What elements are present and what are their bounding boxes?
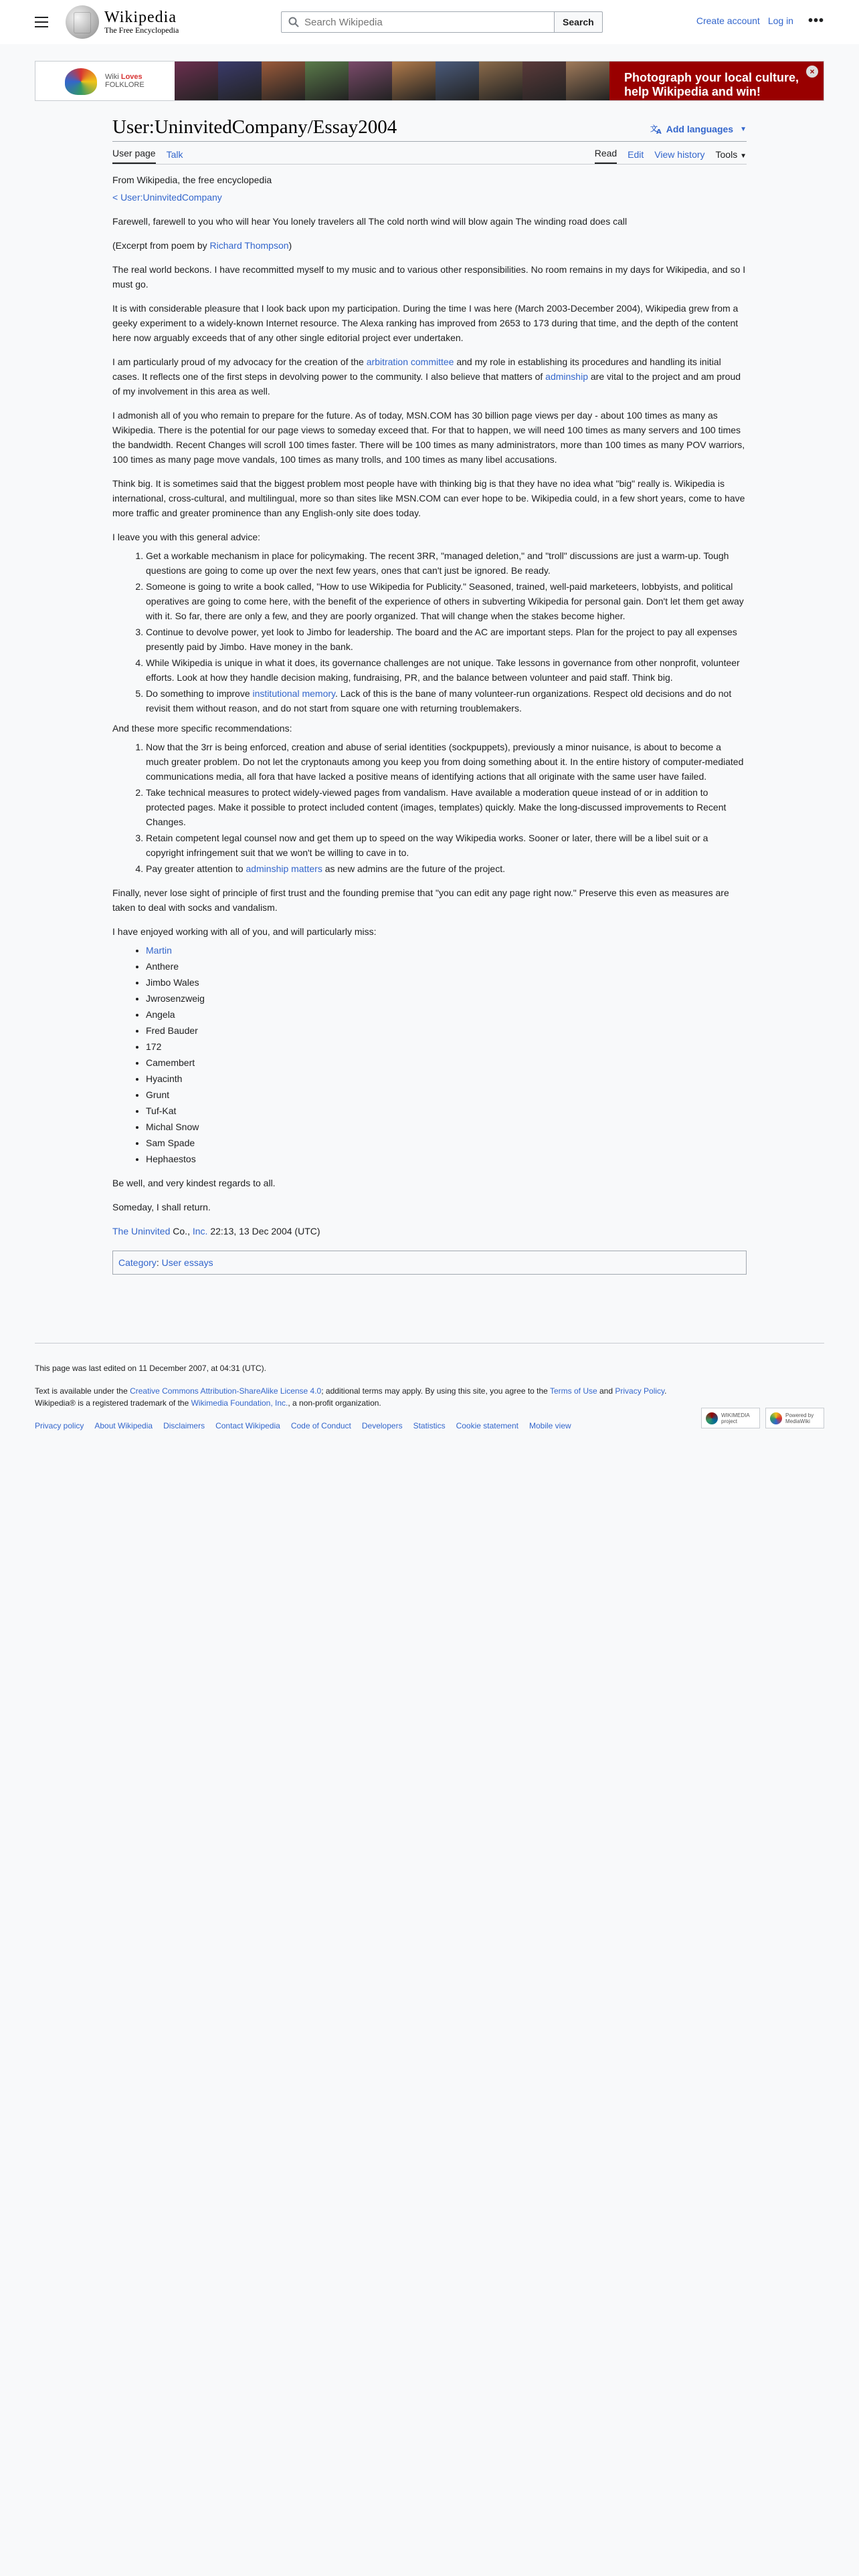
paragraph: The real world beckons. I have recommitted myself to my music and to various other responsibilities. No room remains in my days for Wikipedia, and so I must go. xyxy=(112,264,746,290)
list-item: 1. Now that the 3rr is being enforced, creation and abuse of serial identities (sockpuppets), previously a minor nuisance, is about to become a much greater problem. Do not let the cryptonauts among you keep you from doing something about it. In the entire history of computer-mediated communications media, all fora that have lacked a positive means of identifying actions that all originate with the same user have failed. xyxy=(146,740,747,784)
close-icon[interactable]: × xyxy=(806,66,818,78)
list-item: • Sam Spade xyxy=(146,1136,747,1150)
banner-photo xyxy=(479,62,522,100)
list-item: • Tuf-Kat xyxy=(146,1103,747,1118)
footer-link-disclaimers[interactable]: Disclaimers xyxy=(163,1421,205,1430)
create-account-link[interactable]: Create account xyxy=(696,15,760,26)
list-item xyxy=(146,943,747,958)
list-item: 3. Continue to devolve power, yet look to Jimbo for leadership. The board and the AC are important steps. Plan for the project to pay all expenses presently paid by Jimbo. Have money in the bank. xyxy=(146,625,747,654)
list-item: 2. Someone is going to write a book called, "How to use Wikipedia for Publicity." Seasoned, trained, well-paid marketeers, lobbyists, and political operatives are going to come here, with the benefit of the experience of others in subverting Wikipedia for personal gain. Don't let them get away with it. So far, there are only a few, and they are poorly organized. That will change when the stakes become higher. xyxy=(146,579,747,623)
tab-user-page[interactable]: User page xyxy=(112,142,156,164)
list-item: 4. While Wikipedia is unique in what it does, its governance challenges are not unique. Take lessons in governance from other nonprofit, volunteer efforts. Look at how they handle decision making, fundraising, PR, and the balance between volunteer and paid staff. Think big. xyxy=(146,655,747,685)
banner-photo xyxy=(305,62,349,100)
chevron-down-icon: ▼ xyxy=(740,152,747,160)
site-footer xyxy=(35,1343,824,1432)
footer-link-code-of-conduct[interactable]: Code of Conduct xyxy=(290,1421,351,1430)
tab-talk[interactable]: Talk xyxy=(166,149,183,160)
list-item: 3. Retain competent legal counsel now and get them up to speed on the way Wikipedia works. Sooner or later, there will be a libel suit or a copyright infringement suit that we won't be willing to cave in to. xyxy=(146,831,747,860)
main-menu-icon[interactable] xyxy=(35,17,48,27)
list-item: • Grunt xyxy=(146,1087,747,1102)
footer-link-about[interactable]: About Wikipedia xyxy=(94,1421,153,1430)
banner-photo xyxy=(218,62,262,100)
wikimedia-icon xyxy=(706,1412,718,1424)
site-header xyxy=(0,0,859,44)
language-icon xyxy=(650,124,662,134)
specific-recommendations-list xyxy=(112,740,747,876)
search-icon xyxy=(288,17,299,27)
heart-logo-icon xyxy=(62,66,100,96)
list-item: • Camembert xyxy=(146,1055,747,1070)
banner-photo-strip xyxy=(175,62,609,100)
wikipedia-logo[interactable] xyxy=(66,5,218,39)
tab-edit[interactable]: Edit xyxy=(628,149,644,160)
banner-logo xyxy=(35,62,175,100)
site-sub: From Wikipedia, the free encyclopedia xyxy=(112,175,272,185)
banner-photo xyxy=(349,62,392,100)
signature: The Uninvited Co., Inc. 22:13, 13 Dec 2004 (UTC) xyxy=(112,1226,320,1237)
banner-photo xyxy=(522,62,566,100)
paragraph: It is with considerable pleasure that I look back upon my participation. During the time I was here (March 2003-December 2004), Wikipedia grew from a geeky experiment to a widely-known Internet resource. The Alexa ranking has improved from 2653 to 173 during that time, and the depth of the content here now arguably exceeds that of any other single editorial project ever undertaken. xyxy=(112,303,739,343)
article-body xyxy=(112,173,747,1275)
banner-photo xyxy=(566,62,609,100)
svg-text:文: 文 xyxy=(650,124,658,133)
general-advice-list xyxy=(112,548,747,716)
footer-link-developers[interactable]: Developers xyxy=(361,1421,403,1430)
back-link[interactable]: < User:UninvitedCompany xyxy=(112,192,222,203)
paragraph: Think big. It is sometimes said that the biggest problem most people have with thinking big is that they have no idea what "big" really is. Wikipedia is international, cross-cultural, and multilingual, more so than sites like MSN.COM can ever hope to be. Wikipedia could, in a few short years, come to have more traffic and greater prominence than any English-only site does today. xyxy=(112,478,745,518)
banner-photo xyxy=(436,62,479,100)
miss-list xyxy=(112,943,747,1166)
add-languages-button[interactable] xyxy=(650,124,747,138)
banner-logo-line2: FOLKLORE xyxy=(105,81,145,89)
tab-view-history[interactable]: View history xyxy=(654,149,705,160)
paragraph: Be well, and very kindest regards to all. xyxy=(112,1178,276,1188)
mediawiki-icon xyxy=(770,1412,782,1424)
list-item: 2. Take technical measures to protect widely-viewed pages from vandalism. Have available a moderation queue instead of or in addition to protected pages. Make it possible to protect included content (images, templates) quickly. Make the long-discussed improvements to Recent Changes. xyxy=(146,785,747,829)
category-item-user-essays[interactable]: User essays xyxy=(161,1257,213,1268)
add-languages-label: Add languages xyxy=(666,124,734,134)
list-item: • Angela xyxy=(146,1007,747,1022)
banner-photo xyxy=(262,62,305,100)
list-item: • Michal Snow xyxy=(146,1119,747,1134)
more-options-icon[interactable]: ••• xyxy=(807,13,824,28)
list-item: • Anthere xyxy=(146,959,747,974)
last-edited: This page was last edited on 11 December 2007, at 04:31 (UTC). xyxy=(35,1364,266,1373)
list-item: 1. Get a workable mechanism in place for policymaking. The recent 3RR, "managed deletion," and "troll" discussions are just a warm-up. Tough questions are going to come up over the next few years, ones that can't just be ignored. Be ready. xyxy=(146,548,747,578)
list-item: • Fred Bauder xyxy=(146,1023,747,1038)
richard-thompson-link[interactable]: Richard Thompson xyxy=(209,240,289,251)
adminship-matters-link[interactable]: adminship matters xyxy=(246,863,322,874)
adminship-link[interactable]: adminship xyxy=(545,371,588,382)
user-links xyxy=(688,15,824,26)
signature-user-link[interactable]: The Uninvited xyxy=(112,1226,171,1237)
logo-wordmark: Wikipedia xyxy=(104,8,177,26)
arbitration-committee-link[interactable]: arbitration committee xyxy=(366,356,454,367)
list-item: • Jimbo Wales xyxy=(146,975,747,990)
paragraph: I have enjoyed working with all of you, and will particularly miss: xyxy=(112,926,377,937)
mediawiki-badge[interactable]: Powered by MediaWiki xyxy=(765,1408,824,1428)
paragraph: And these more specific recommendations: xyxy=(112,723,292,734)
poem-credit: (Excerpt from poem by Richard Thompson) xyxy=(112,240,292,251)
signature-talk-link[interactable]: Inc. xyxy=(192,1226,208,1237)
footer-link-contact[interactable]: Contact Wikipedia xyxy=(215,1421,280,1430)
list-item: • 172 xyxy=(146,1039,747,1054)
license-text: Text is available under the Creative Commons Attribution-ShareAlike License 4.0; additional terms may apply. By using this site, you agree to the Terms of Use and Privacy Policy. Wikipedia® is a registered trademark of the Wikimedia Foundation, Inc., a non-profit organization. xyxy=(35,1386,667,1408)
list-item: 5. Do something to improve institutional memory. Lack of this is the bane of many volunteer-run organizations. Respect old decisions and do not revisit them without reason, and do not start from square one with returning troublemakers. xyxy=(146,686,747,716)
list-item: • Hephaestos xyxy=(146,1152,747,1166)
category-link[interactable]: Category xyxy=(118,1257,157,1268)
campaign-banner[interactable] xyxy=(35,61,824,101)
footer-link-cookie[interactable]: Cookie statement xyxy=(456,1421,518,1430)
institutional-memory-link[interactable]: institutional memory xyxy=(252,688,335,699)
paragraph: I leave you with this general advice: xyxy=(112,532,261,542)
search-button[interactable]: Search xyxy=(554,11,603,33)
footer-link-statistics[interactable]: Statistics xyxy=(413,1421,446,1430)
category-box: Category: User essays xyxy=(112,1251,747,1275)
banner-logo-line1: Wiki xyxy=(105,73,119,81)
footer-link-privacy[interactable]: Privacy policy xyxy=(35,1421,84,1430)
svg-text:A: A xyxy=(656,128,662,134)
tab-tools[interactable]: Tools ▼ xyxy=(715,149,747,160)
list-item: • Hyacinth xyxy=(146,1071,747,1086)
banner-cta-text: Photograph your local culture, help Wikipedia and win! xyxy=(624,71,799,98)
wikimedia-badge[interactable]: WIKIMEDIA project xyxy=(701,1408,760,1428)
title-row xyxy=(112,116,747,142)
cc-license-link[interactable]: Creative Commons Attribution-ShareAlike License 4.0 xyxy=(130,1386,322,1396)
search-form xyxy=(281,11,603,33)
tab-read[interactable]: Read xyxy=(595,142,617,164)
page-tabs xyxy=(112,142,747,165)
banner-logo-loves: Loves xyxy=(120,73,142,81)
privacy-policy-inline-link[interactable]: Privacy Policy xyxy=(615,1386,665,1396)
list-item: • Jwrosenzweig xyxy=(146,991,747,1006)
paragraph: I am particularly proud of my advocacy for the creation of the arbitration committee and my role in establishing its procedures and handling its initial cases. It reflects one of the first steps in devolving power to the community. I also believe that matters of adminship are vital to the project and am proud of my involvement in this area as well. xyxy=(112,356,741,397)
paragraph: I admonish all of you who remain to prepare for the future. As of today, MSN.COM has 30 billion page views per day - about 100 times as many as Wikipedia. There is the potential for our page views to someday exceed that. For that to happen, we will need 100 times as many servers and 100 times the bandwidth. Recent Changes will scroll 100 times faster. There will be 100 times as many administrators, more than 100 times as many POV warriors, 100 times as many page move vandals, 100 times as many trolls, and 100 times as many libel accusations. xyxy=(112,410,745,465)
poem-paragraph: Farewell, farewell to you who will hear You lonely travelers all The cold north wind will blow again The winding road does call xyxy=(112,216,628,227)
logo-tagline: The Free Encyclopedia xyxy=(104,25,179,35)
footer-badges xyxy=(696,1408,824,1428)
search-box xyxy=(281,11,554,33)
martin-link[interactable]: Martin xyxy=(146,945,172,956)
search-input[interactable] xyxy=(304,17,545,28)
footer-link-mobile[interactable]: Mobile view xyxy=(529,1421,571,1430)
main-content xyxy=(112,116,747,1275)
banner-photo xyxy=(392,62,436,100)
banner-cta[interactable] xyxy=(609,62,824,100)
wmf-link[interactable]: Wikimedia Foundation, Inc. xyxy=(191,1398,288,1408)
globe-icon xyxy=(66,5,99,39)
paragraph: Finally, never lose sight of principle of first trust and the founding premise that "you can edit any page right now." Preserve this even as measures are taken to deal with socks and vandalism. xyxy=(112,887,729,913)
terms-link[interactable]: Terms of Use xyxy=(549,1386,597,1396)
log-in-link[interactable]: Log in xyxy=(767,15,793,26)
page-title: User:UninvitedCompany/Essay2004 xyxy=(112,116,397,138)
paragraph: Someday, I shall return. xyxy=(112,1202,211,1212)
banner-photo xyxy=(175,62,218,100)
chevron-down-icon: ▼ xyxy=(740,125,747,133)
list-item: 4. Pay greater attention to adminship matters as new admins are the future of the project. xyxy=(146,861,747,876)
